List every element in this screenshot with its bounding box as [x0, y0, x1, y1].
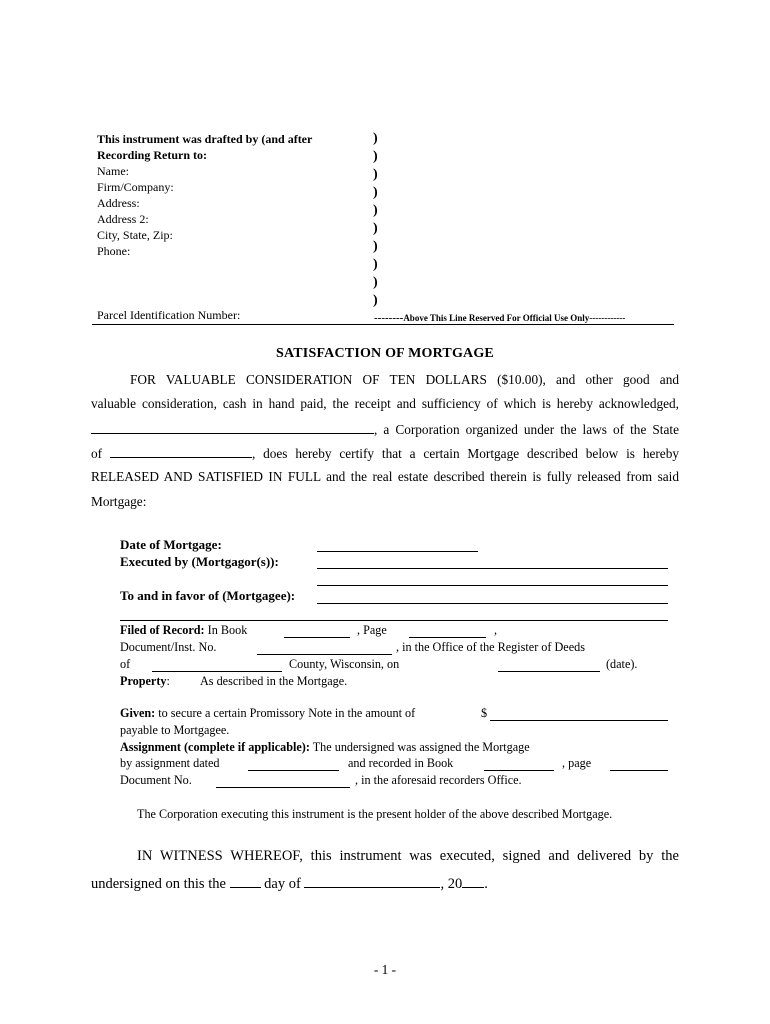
mortgage-section-divider	[120, 620, 668, 621]
county-wisconsin-text: County, Wisconsin, on	[289, 657, 400, 671]
by-assignment-label: by assignment dated	[120, 756, 220, 770]
mortgagee-blank[interactable]	[317, 603, 668, 604]
month-blank[interactable]	[304, 875, 440, 888]
property-line: Property:	[120, 674, 170, 688]
state-blank[interactable]	[110, 445, 252, 458]
mortgagor-blank-2[interactable]	[317, 585, 668, 586]
page-number: - 1 -	[373, 962, 397, 977]
corporation-name-blank[interactable]	[91, 421, 374, 434]
city-state-zip-field-label: City, State, Zip:	[97, 228, 173, 242]
corporation-holder-text: The Corporation executing this instrument is the present holder of the above described Mortgage.	[137, 807, 613, 821]
consideration-line4: of , does hereby certify that a certain Mortgage described below is hereby	[91, 446, 679, 461]
of-label: of	[120, 657, 131, 671]
assignment-document-blank[interactable]	[216, 787, 350, 788]
drafted-by-line1: This instrument was drafted by (and after	[97, 132, 313, 146]
note-amount-blank[interactable]	[490, 720, 668, 721]
firm-company-field-label: Firm/Company:	[97, 180, 174, 194]
witness-line2: undersigned on this the day of , 20 .	[91, 876, 488, 892]
page-blank[interactable]	[409, 637, 486, 638]
dollar-sign: $	[481, 706, 488, 720]
filed-of-record-line: Filed of Record: In Book	[120, 623, 248, 637]
day-blank[interactable]	[230, 875, 261, 888]
given-line: Given: to secure a certain Promissory Note in the amount of	[120, 706, 416, 720]
executed-by-label: Executed by (Mortgagor(s)):	[120, 554, 279, 569]
consideration-line2: valuable consideration, cash in hand paid, the receipt and sufficiency of which is hereby acknowledged,	[91, 396, 679, 411]
phone-field-label: Phone:	[97, 244, 131, 258]
register-of-deeds-text: , in the Office of the Register of Deeds	[396, 640, 585, 654]
page-title: SATISFACTION OF MORTGAGE	[276, 346, 494, 361]
book-blank[interactable]	[284, 637, 350, 638]
consideration-line3: , a Corporation organized under the laws of the State	[91, 421, 679, 438]
record-date-blank[interactable]	[498, 671, 600, 672]
in-favor-of-label: To and in favor of (Mortgagee):	[120, 588, 296, 603]
witness-line1: IN WITNESS WHEREOF, this instrument was executed, signed and delivered by the	[137, 848, 679, 864]
consideration-line1: FOR VALUABLE CONSIDERATION OF TEN DOLLARS ($10.00), and other good and	[130, 372, 679, 387]
assignment-line: Assignment (complete if applicable): The undersigned was assigned the Mortgage	[120, 740, 530, 754]
assignment-page-blank[interactable]	[610, 770, 668, 771]
name-field-label: Name:	[97, 164, 129, 178]
aforesaid-office-text: , in the aforesaid recorders Office.	[355, 773, 522, 787]
page-comma: ,	[494, 623, 498, 637]
parcel-id-label: Parcel Identification Number:	[97, 308, 241, 322]
recorded-in-book-label: and recorded in Book	[348, 756, 454, 770]
assignment-page-label: , page	[562, 756, 592, 770]
county-blank[interactable]	[152, 671, 282, 672]
paren-column: ) ) ) ) ) ) ) ) ) )	[373, 131, 378, 308]
date-of-mortgage-blank[interactable]	[317, 551, 478, 552]
date-suffix: (date).	[606, 657, 638, 671]
document-inst-blank[interactable]	[257, 654, 392, 655]
assignment-book-blank[interactable]	[484, 770, 554, 771]
page-label: , Page	[357, 623, 387, 637]
year-blank[interactable]	[462, 875, 484, 888]
address-field-label: Address:	[97, 196, 140, 210]
assignment-date-blank[interactable]	[248, 770, 339, 771]
header-divider	[92, 324, 674, 325]
date-of-mortgage-label: Date of Mortgage:	[120, 537, 222, 552]
property-text: As described in the Mortgage.	[200, 674, 348, 688]
mortgagor-blank-1[interactable]	[317, 568, 668, 569]
consideration-line5: RELEASED AND SATISFIED IN FULL and the real estate described therein is fully released from said	[91, 469, 679, 484]
payable-text: payable to Mortgagee.	[120, 723, 230, 737]
official-use-line: --------Above This Line Reserved For Official Use Only------------	[374, 312, 626, 324]
address2-field-label: Address 2:	[97, 212, 149, 226]
document-inst-label: Document/Inst. No.	[120, 640, 217, 654]
drafted-by-line2: Recording Return to:	[97, 148, 207, 162]
document-no-label: Document No.	[120, 773, 192, 787]
consideration-line6: Mortgage:	[91, 494, 147, 509]
